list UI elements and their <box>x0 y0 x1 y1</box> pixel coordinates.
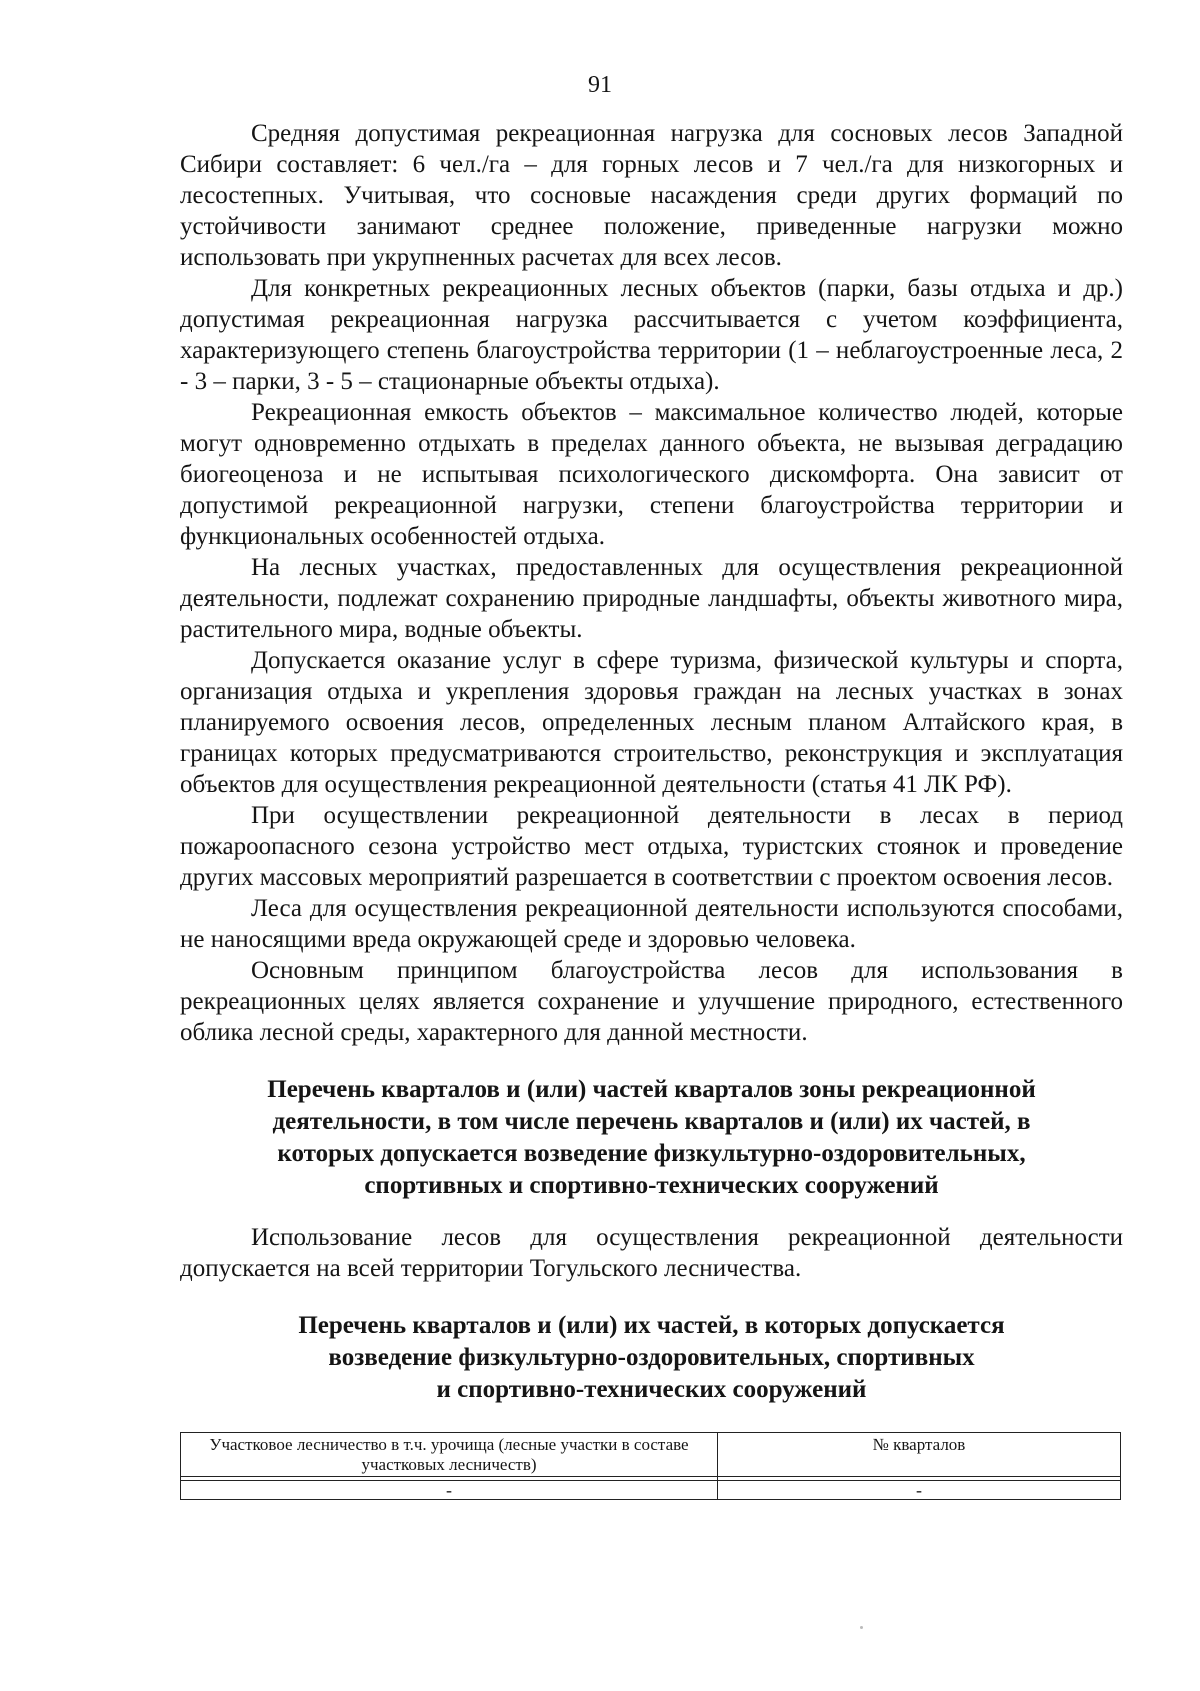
section-heading-recreation-zone <box>180 1074 1123 1202</box>
heading-line: возведение физкультурно-оздоровительных, спортивных <box>328 1344 975 1371</box>
paragraph-services: Допускается оказание услуг в сфере туризма, физической культуры и спорта, организация отдыха и укрепления здоровья граждан на лесных участках в зонах планируемого освоения лесов, определенных лесным планом Алтайского края, в границах которых предусматриваются строительство, реконструкция и эксплуатация объектов для осуществления рекреационной деятельности (статья 41 ЛК РФ). <box>180 647 1123 798</box>
heading-line: спортивных и спортивно-технических сооружений <box>364 1172 939 1199</box>
paragraph-preservation: На лесных участках, предоставленных для осуществления рекреационной деятельности, подлежат сохранению природные ландшафты, объекты животного мира, растительного мира, водные объекты. <box>180 554 1123 643</box>
heading-line: Перечень кварталов и (или) их частей, в которых допускается <box>298 1312 1005 1339</box>
paragraph-recreational-capacity: Рекреационная емкость объектов – максимальное количество людей, которые могут одновременно отдыхать в пределах данного объекта, не вызывая деградацию биогеоценоза и не испытывая психологического дискомфорта. Она зависит от допустимой рекреационной нагрузки, степени благоустройства территории и функциональных особенностей отдыха. <box>180 399 1123 550</box>
document-body <box>180 118 1123 1500</box>
quarters-table-wrapper <box>180 1432 1123 1500</box>
scan-speck <box>860 1626 863 1629</box>
heading-line: Перечень кварталов и (или) частей кварталов зоны рекреационной <box>267 1076 1036 1103</box>
paragraph-specific-objects: Для конкретных рекреационных лесных объектов (парки, базы отдыха и др.) допустимая рекреационная нагрузка рассчитывается с учетом коэффициента, характеризующего степень благоустройства территории (1 – неблагоустроенные леса, 2 - 3 – парки, 3 - 5 – стационарные объекты отдыха). <box>180 275 1123 395</box>
table-header-row <box>181 1433 1121 1477</box>
paragraph-fire-season: При осуществлении рекреационной деятельности в лесах в период пожароопасного сезона устройство мест отдыха, туристских стоянок и проведение других массовых мероприятий разрешается в соответствии с проектом освоения лесов. <box>180 802 1123 891</box>
paragraph-principle: Основным принципом благоустройства лесов для использования в рекреационных целях является сохранение и улучшение природного, естественного облика лесной среды, характерного для данной местности. <box>180 957 1123 1046</box>
section-heading-structures-list <box>180 1310 1123 1406</box>
paragraph-territory-usage: Использование лесов для осуществления рекреационной деятельности допускается на всей территории Тогульского лесничества. <box>180 1224 1123 1282</box>
paragraph-recreational-load: Средняя допустимая рекреационная нагрузка для сосновых лесов Западной Сибири составляет: 6 чел./га – для горных лесов и 7 чел./га для низкогорных и лесостепных. Учитывая, что сосновые насаждения среди других формаций по устойчивости занимают среднее положение, приведенные нагрузки можно использовать при укрупненных расчетах для всех лесов. <box>180 120 1123 271</box>
header-forestry-district: Участковое лесничество в т.ч. урочища (лесные участки в составе участковых лесничеств) <box>181 1433 718 1477</box>
heading-line: и спортивно-технических сооружений <box>436 1376 867 1403</box>
page-number: 91 <box>588 72 612 98</box>
table-cell-quarters: - <box>718 1481 1121 1500</box>
heading-line: которых допускается возведение физкультурно-оздоровительных, <box>277 1140 1026 1167</box>
heading-line: деятельности, в том числе перечень кварталов и (или) их частей, в <box>272 1108 1031 1135</box>
paragraph-methods: Леса для осуществления рекреационной деятельности используются способами, не наносящими вреда окружающей среде и здоровью человека. <box>180 895 1123 953</box>
table-cell-district: - <box>181 1481 718 1500</box>
quarters-table <box>180 1432 1121 1500</box>
header-quarter-numbers: № кварталов <box>718 1433 1121 1477</box>
table-row <box>181 1481 1121 1500</box>
